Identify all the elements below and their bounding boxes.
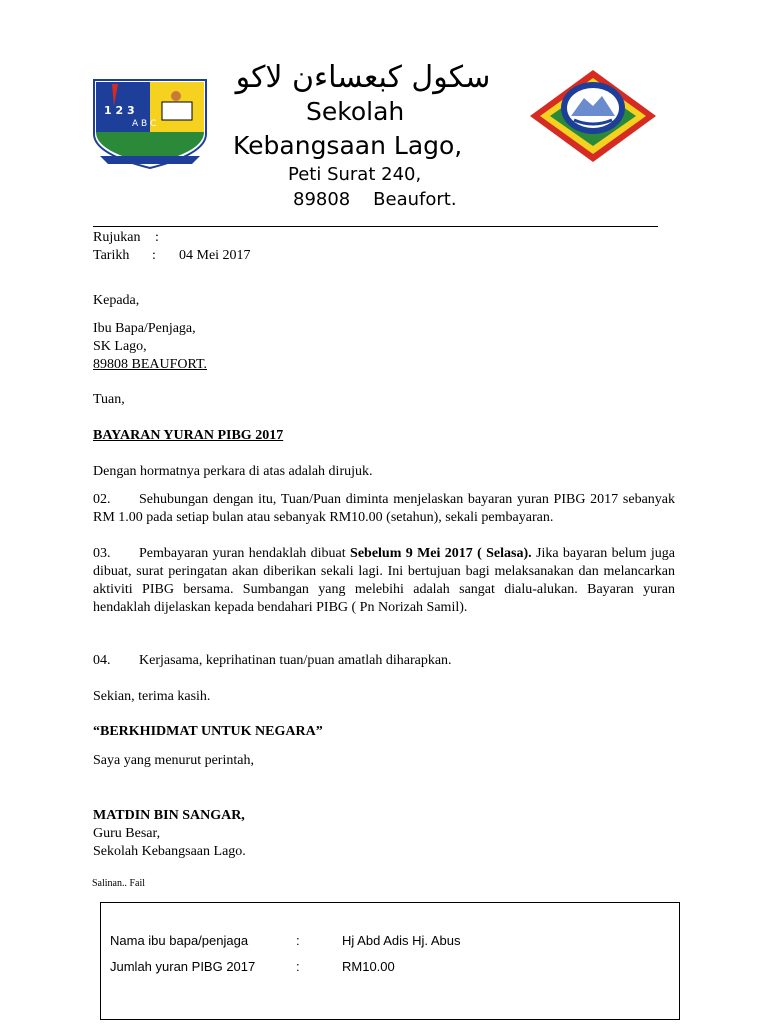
paragraph-03: [93, 545, 675, 617]
slip-fee-label: Jumlah yuran PIBG 2017: [110, 959, 256, 974]
recipient-line3: 89808 BEAUFORT.: [93, 357, 208, 372]
closing-motto: “BERKHIDMAT UNTUK NEGARA”: [93, 724, 323, 739]
recipient-line1: Ibu Bapa/Penjaga,: [93, 321, 196, 336]
signer-name: MATDIN BIN SANGAR,: [93, 808, 245, 823]
paragraph-02-text: Sehubungan dengan itu, Tuan/Puan diminta menjelaskan bayaran yuran PIBG 2017 sebanyak RM 1.00 pada setiap bulan atau sebanyak RM10.00 (setahun), sekali pembayaran.: [93, 492, 675, 525]
reference-sep: :: [155, 230, 159, 245]
school-name-jawi: سكول كبعساءن لاكو: [235, 60, 491, 95]
date-value: 04 Mei 2017: [179, 248, 251, 263]
paragraph-03-number: 03.: [93, 546, 111, 561]
paragraph-03-deadline: Sebelum 9 Mei 2017 ( Selasa).: [350, 546, 532, 561]
slip-parent-sep: :: [296, 933, 300, 948]
closing-thanks: Sekian, terima kasih.: [93, 689, 211, 704]
recipient-line2: SK Lago,: [93, 339, 147, 354]
address-line2: 89808 Beaufort.: [293, 189, 457, 210]
reply-slip-box: [100, 902, 680, 1020]
signer-title: Guru Besar,: [93, 826, 161, 841]
school-name-line2: Kebangsaan Lago,: [233, 131, 463, 160]
address-line1: Peti Surat 240,: [288, 164, 422, 185]
intro-text: Dengan hormatnya perkara di atas adalah dirujuk.: [93, 464, 373, 479]
slip-parent-label: Nama ibu bapa/penjaga: [110, 933, 249, 948]
subject-heading: BAYARAN YURAN PIBG 2017: [93, 428, 284, 443]
slip-fee-value: RM10.00: [342, 959, 395, 974]
school-name-line1: Sekolah: [306, 97, 405, 126]
paragraph-02-number: 02.: [93, 492, 111, 507]
date-sep: :: [152, 248, 156, 263]
district-emblem-icon: [526, 66, 660, 164]
svg-text:A B C: A B C: [132, 119, 157, 129]
paragraph-04-number: 04.: [93, 653, 111, 668]
copy-note: Salinan.. Fail: [92, 878, 146, 889]
signer-school: Sekolah Kebangsaan Lago.: [93, 844, 246, 859]
date-label: Tarikh: [93, 248, 130, 263]
date-row: [93, 247, 393, 265]
reference-label: Rujukan: [93, 230, 141, 245]
reference-row: [93, 229, 159, 247]
slip-parent-value: Hj Abd Adis Hj. Abus: [342, 933, 461, 948]
school-crest-icon: [92, 74, 208, 170]
recipient-kepada: Kepada,: [93, 293, 140, 308]
closing-obey: Saya yang menurut perintah,: [93, 753, 254, 768]
paragraph-04-text: Kerjasama, keprihatinan tuan/puan amatlah diharapkan.: [139, 653, 452, 668]
slip-fee-sep: :: [296, 959, 300, 974]
paragraph-03-post: Jika bayaran belum juga dibuat, surat peringatan akan diberikan sekali lagi. Ini bertujuan bagi melaksanakan dan melancarkan aktiviti PIBG bersama. Sumbangan yang melebihi adalah sangat dialu-alukan. Bayaran yuran hendaklah dijelaskan kepada bendahari PIBG ( Pn Norizah Samil).: [93, 546, 676, 615]
paragraph-04: [93, 652, 675, 670]
svg-text:1 2 3: 1 2 3: [104, 104, 135, 117]
paragraph-03-pre: Pembayaran yuran hendaklah dibuat: [139, 546, 351, 561]
paragraph-02: [93, 491, 675, 527]
salutation: Tuan,: [93, 392, 125, 407]
header-divider: [93, 226, 658, 227]
